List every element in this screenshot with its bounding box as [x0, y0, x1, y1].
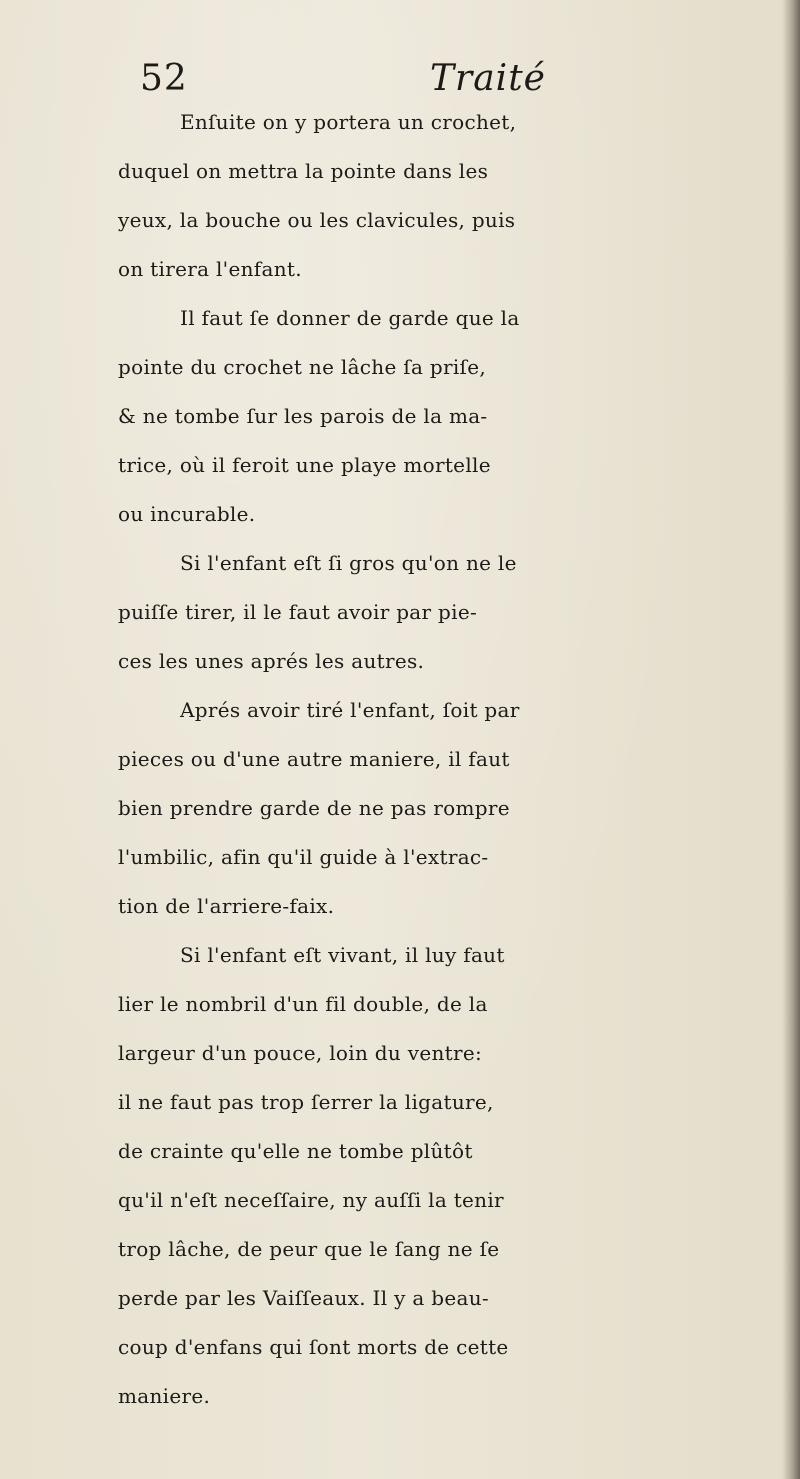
text-line: perde par les Vaiſſeaux. Il y a beau-	[118, 1286, 489, 1310]
binding-shadow	[782, 0, 800, 1479]
text-line: ces les unes aprés les autres.	[118, 649, 425, 673]
text-line: & ne tombe ſur les parois de la ma-	[118, 404, 488, 428]
text-line: Si l'enfant eſt ſi gros qu'on ne le	[180, 551, 517, 575]
text-line: trice, où il feroit une playe mortelle	[118, 453, 491, 477]
text-line: tion de l'arriere-faix.	[118, 894, 335, 918]
text-line: pieces ou d'une autre maniere, il faut	[118, 747, 510, 771]
text-line: de crainte qu'elle ne tombe plûtôt	[118, 1139, 473, 1163]
body-text	[118, 98, 798, 1421]
text-line: l'umbilic, afin qu'il guide à l'extrac-	[118, 845, 489, 869]
text-line: ou incurable.	[118, 502, 256, 526]
text-line: yeux, la bouche ou les clavicules, puis	[118, 208, 516, 232]
text-line: lier le nombril d'un fil double, de la	[118, 992, 488, 1016]
text-line: maniere.	[118, 1384, 211, 1408]
text-line: Il faut ſe donner de garde que la	[180, 306, 520, 330]
text-line: largeur d'un pouce, loin du ventre:	[118, 1041, 483, 1065]
text-line: Si l'enfant eſt vivant, il luy faut	[180, 943, 505, 967]
text-line: il ne faut pas trop ſerrer la ligature,	[118, 1090, 494, 1114]
text-line: coup d'enfans qui ſont morts de cette	[118, 1335, 509, 1359]
text-line: qu'il n'eſt neceſſaire, ny auſſi la tenir	[118, 1188, 504, 1212]
text-line: trop lâche, de peur que le ſang ne ſe	[118, 1237, 500, 1261]
text-line: on tirera l'enfant.	[118, 257, 302, 281]
text-line: puiſſe tirer, il le faut avoir par pie-	[118, 600, 478, 624]
text-line: Aprés avoir tiré l'enfant, ſoit par	[180, 698, 520, 722]
text-line: Enſuite on y portera un crochet,	[180, 110, 517, 134]
text-line: pointe du crochet ne lâche ſa priſe,	[118, 355, 487, 379]
text-line: bien prendre garde de ne pas rompre	[118, 796, 510, 820]
page-number: 52	[140, 58, 188, 99]
text-line: duquel on mettra la pointe dans les	[118, 159, 489, 183]
running-title: Traité	[430, 58, 546, 99]
